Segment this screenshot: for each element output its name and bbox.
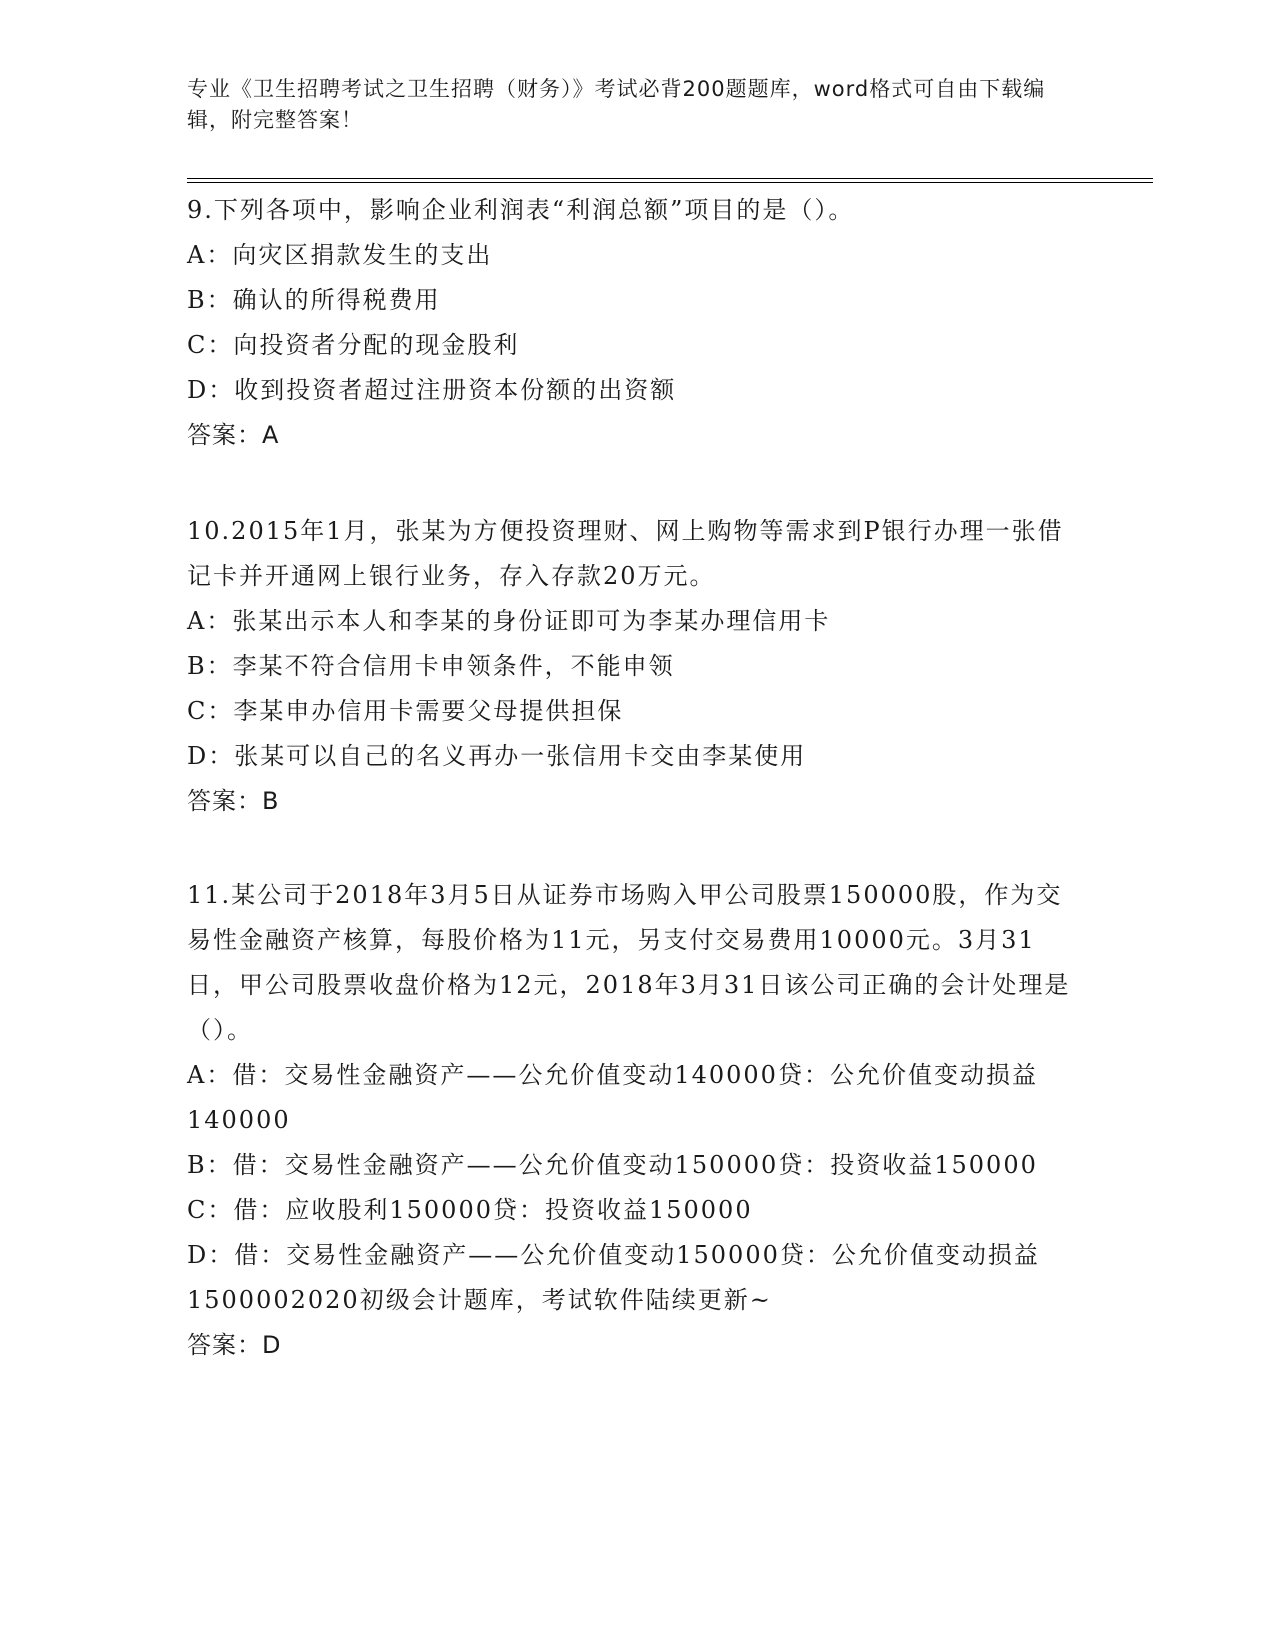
- option-d: D：收到投资者超过注册资本份额的出资额: [187, 376, 677, 404]
- option-a: A：借：交易性金融资产——公允价值变动140000贷：公允价值变动损益140000: [187, 1061, 1038, 1134]
- option-d: D：张某可以自己的名义再办一张信用卡交由李某使用: [187, 742, 807, 770]
- question-9: [187, 188, 1087, 458]
- answer: 答案：B: [187, 787, 280, 815]
- option-c: C：向投资者分配的现金股利: [187, 331, 520, 359]
- question-10: [187, 509, 1087, 824]
- option-c: C：李某申办信用卡需要父母提供担保: [187, 697, 624, 725]
- header-rule-bottom: [187, 182, 1153, 183]
- question-stem: 10.2015年1月，张某为方便投资理财、网上购物等需求到P银行办理一张借记卡并开通网上银行业务，存入存款20万元。: [187, 517, 1064, 590]
- option-d: D：借：交易性金融资产——公允价值变动150000贷：公允价值变动损益1500002020初级会计题库，考试软件陆续更新~: [187, 1241, 1040, 1314]
- option-b: B：借：交易性金融资产——公允价值变动150000贷：投资收益150000: [187, 1151, 1038, 1179]
- header-rule-top: [187, 178, 1153, 179]
- option-b: B：确认的所得税费用: [187, 286, 441, 314]
- question-stem: 11.某公司于2018年3月5日从证券市场购入甲公司股票150000股，作为交易性金融资产核算，每股价格为11元，另支付交易费用10000元。3月31日，甲公司股票收盘价格为12元，2018年3月31日该公司正确的会计处理是（）。: [187, 881, 1071, 1044]
- header-text: 专业《卫生招聘考试之卫生招聘（财务）》考试必背200题题库，word格式可自由下载编辑，附完整答案！: [187, 77, 1046, 132]
- option-a: A：向灾区捐款发生的支出: [187, 241, 493, 269]
- question-stem: 9.下列各项中，影响企业利润表“利润总额”项目的是（）。: [187, 196, 855, 224]
- option-b: B：李某不符合信用卡申领条件，不能申领: [187, 652, 675, 680]
- document-header: [187, 74, 1067, 136]
- option-c: C：借：应收股利150000贷：投资收益150000: [187, 1196, 753, 1224]
- question-11: [187, 873, 1087, 1368]
- answer: 答案：D: [187, 1331, 282, 1359]
- option-a: A：张某出示本人和李某的身份证即可为李某办理信用卡: [187, 607, 831, 635]
- answer: 答案：A: [187, 421, 280, 449]
